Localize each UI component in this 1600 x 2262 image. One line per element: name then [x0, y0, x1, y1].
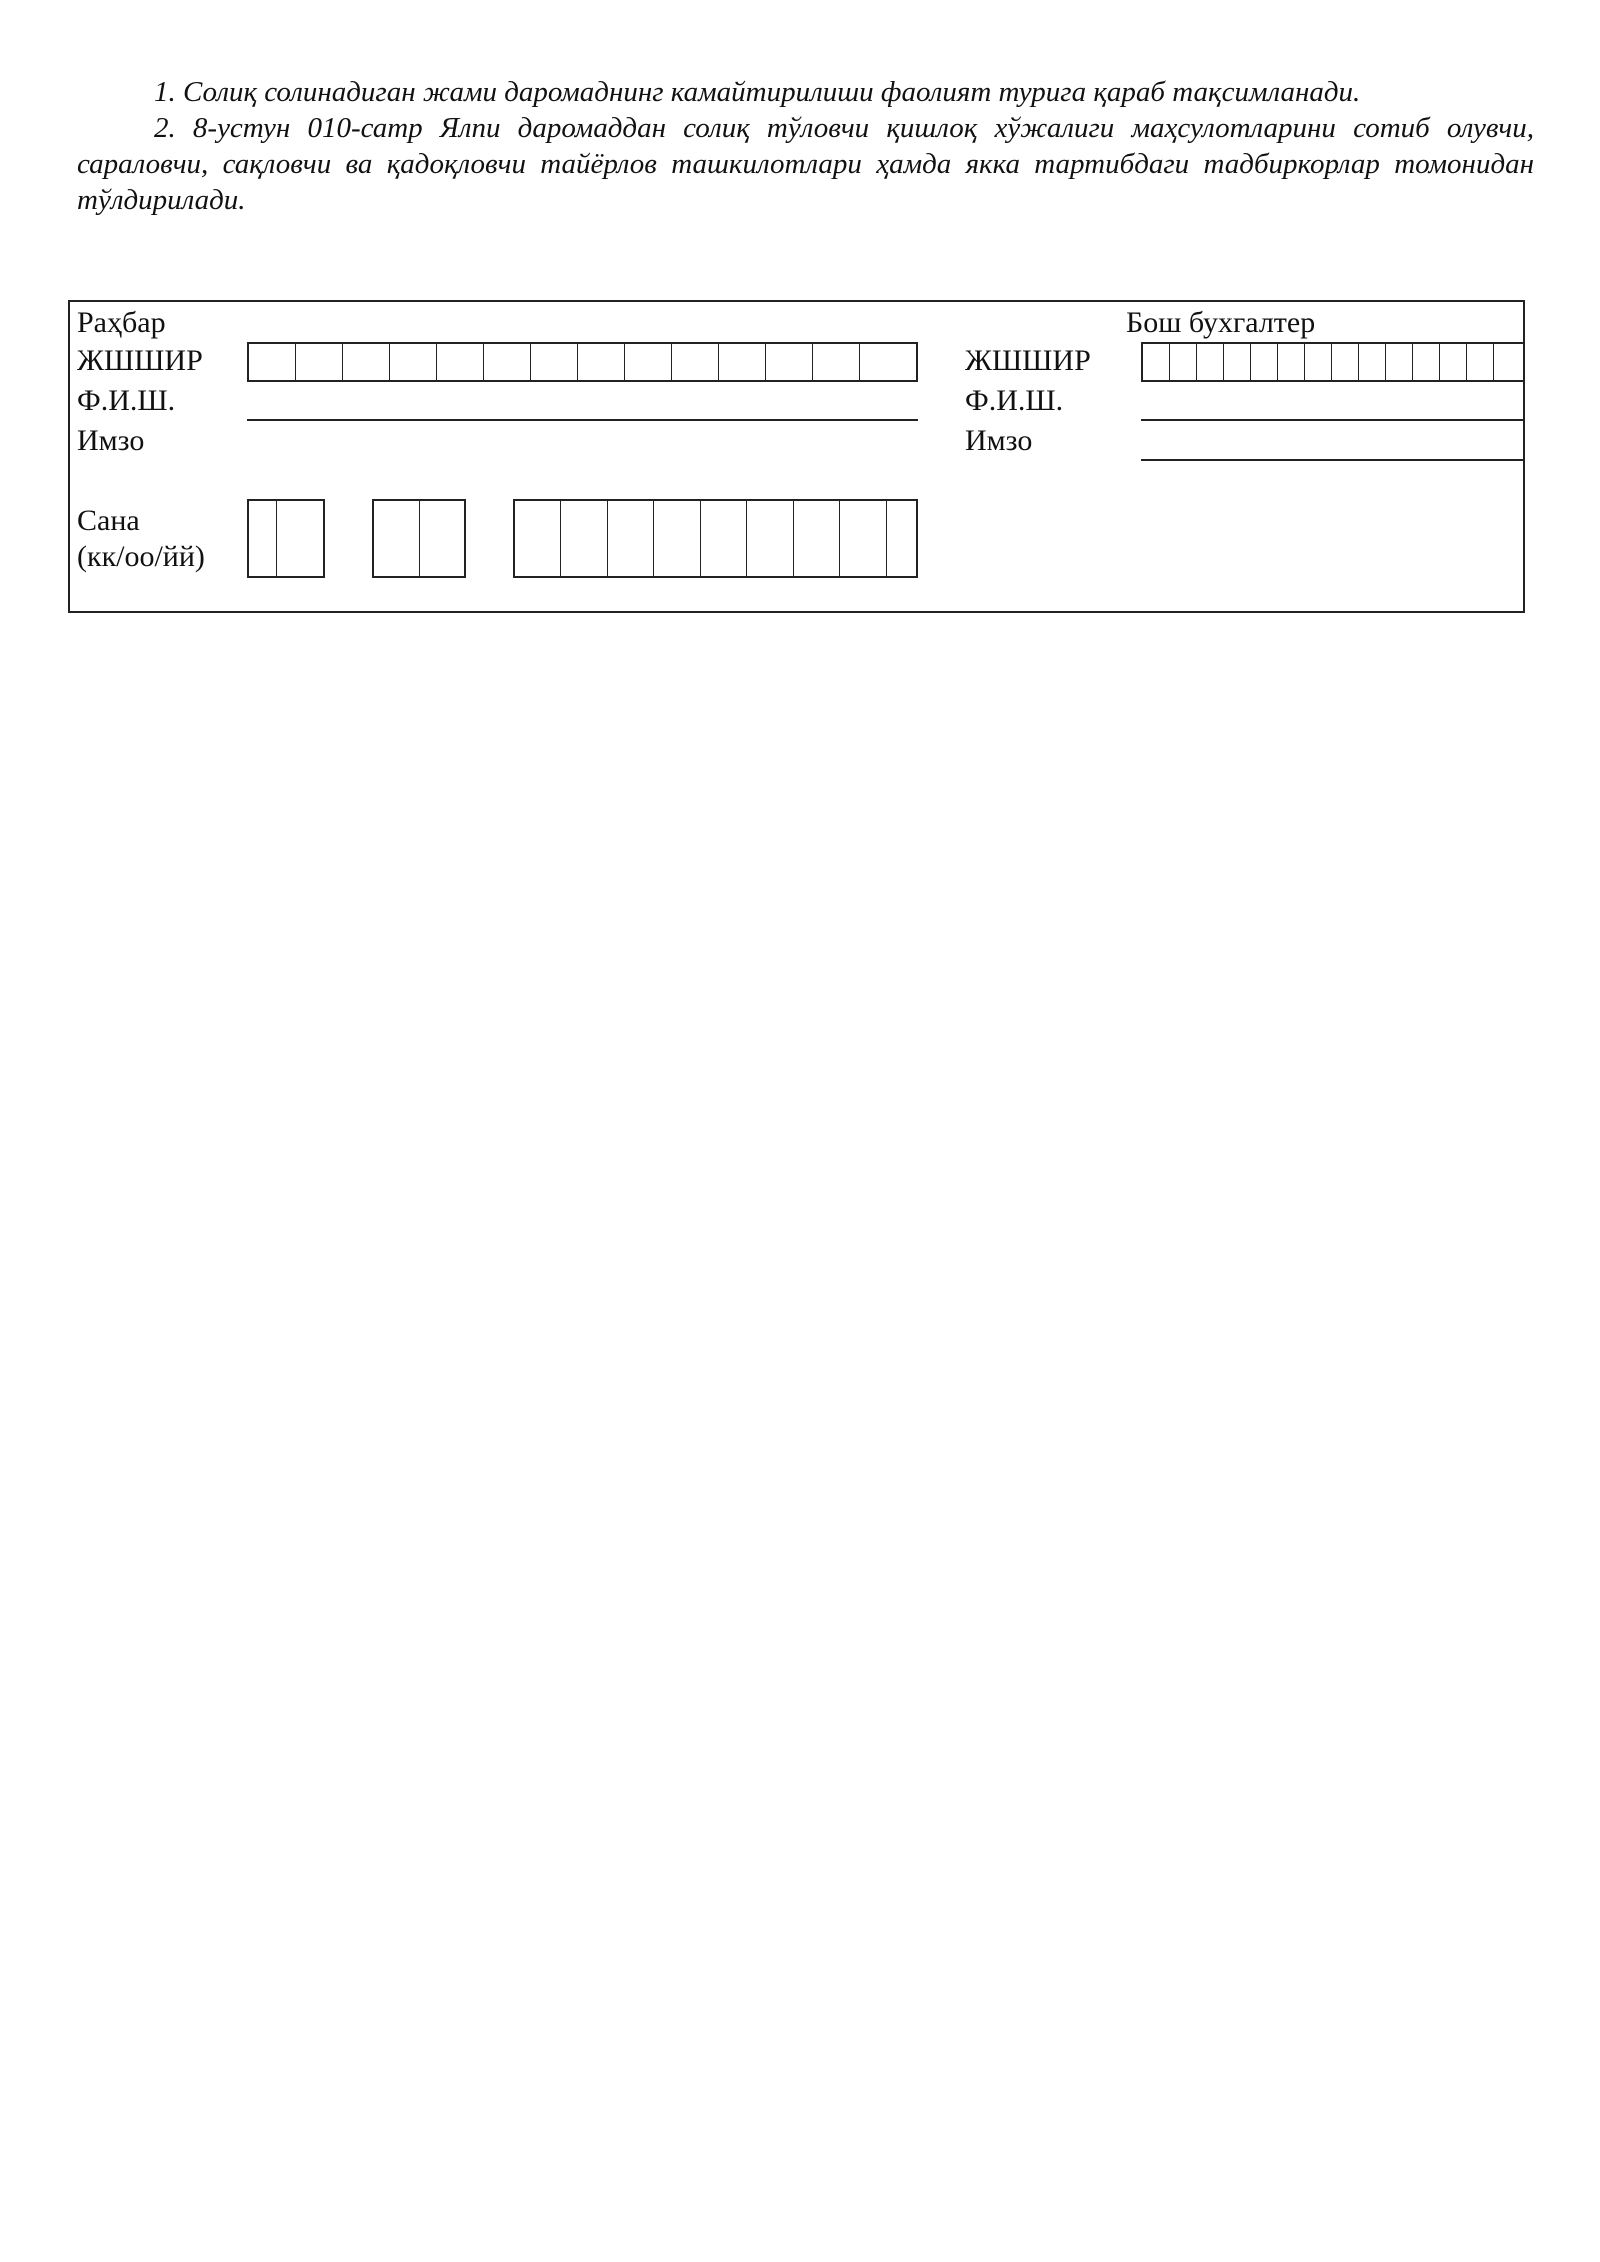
tin-digit-cell[interactable] — [1143, 344, 1170, 380]
director-signature-label: Имзо — [77, 424, 145, 457]
date-digit-cell[interactable] — [420, 501, 464, 576]
date-digit-cell[interactable] — [701, 501, 747, 576]
tin-digit-cell[interactable] — [531, 344, 578, 380]
date-digit-cell[interactable] — [840, 501, 887, 576]
director-name-label: Ф.И.Ш. — [77, 384, 176, 417]
director-tin-label: ЖШШИР — [77, 344, 203, 377]
accountant-signature-line[interactable] — [1141, 459, 1525, 461]
tin-digit-cell[interactable] — [1494, 344, 1523, 380]
tin-digit-cell[interactable] — [813, 344, 860, 380]
date-digit-cell[interactable] — [747, 501, 794, 576]
accountant-name-line[interactable] — [1141, 419, 1525, 421]
tin-digit-cell[interactable] — [1359, 344, 1386, 380]
tin-digit-cell[interactable] — [296, 344, 343, 380]
tin-digit-cell[interactable] — [249, 344, 296, 380]
tin-digit-cell[interactable] — [1224, 344, 1251, 380]
tin-digit-cell[interactable] — [625, 344, 672, 380]
tin-digit-cell[interactable] — [672, 344, 719, 380]
date-year-cells[interactable] — [513, 499, 918, 578]
date-digit-cell[interactable] — [277, 501, 323, 576]
tin-digit-cell[interactable] — [578, 344, 625, 380]
note-1: 1. Солиқ солинадиган жами даромаднинг камайтирилиши фаолият турига қараб тақсимланади. — [154, 76, 1361, 108]
director-tin-cells[interactable] — [247, 342, 918, 382]
tin-digit-cell[interactable] — [437, 344, 484, 380]
date-format-hint: (кк/оо/йй) — [77, 540, 205, 573]
tin-digit-cell[interactable] — [1332, 344, 1359, 380]
accountant-tin-label: ЖШШИР — [965, 344, 1091, 377]
accountant-signature-label: Имзо — [965, 424, 1033, 457]
tin-digit-cell[interactable] — [1386, 344, 1413, 380]
date-digit-cell[interactable] — [374, 501, 420, 576]
tin-digit-cell[interactable] — [1170, 344, 1197, 380]
date-digit-cell[interactable] — [794, 501, 840, 576]
date-digit-cell[interactable] — [515, 501, 561, 576]
date-day-cells[interactable] — [247, 499, 325, 578]
signature-block — [68, 300, 1525, 613]
date-label: Сана — [77, 504, 140, 537]
date-month-cells[interactable] — [372, 499, 466, 578]
notes-section — [77, 74, 1534, 218]
tin-digit-cell[interactable] — [1413, 344, 1440, 380]
director-title: Раҳбар — [77, 306, 166, 339]
date-digit-cell[interactable] — [249, 501, 277, 576]
tin-digit-cell[interactable] — [766, 344, 813, 380]
accountant-name-label: Ф.И.Ш. — [965, 384, 1064, 417]
tin-digit-cell[interactable] — [860, 344, 907, 380]
accountant-title: Бош бухгалтер — [1126, 306, 1316, 339]
tin-digit-cell[interactable] — [1467, 344, 1494, 380]
tin-digit-cell[interactable] — [1278, 344, 1305, 380]
tin-digit-cell[interactable] — [1305, 344, 1332, 380]
tin-digit-cell[interactable] — [1440, 344, 1467, 380]
tin-digit-cell[interactable] — [390, 344, 437, 380]
note-2: 2. 8-устун 010-сатр Ялпи даромаддан солиқ тўловчи қишлоқ хўжалиги маҳсулотларини сотиб олувчи, сараловчи, сақловчи ва қадоқловчи тайёрлов ташкилотлари ҳамда якка тартибдаги тадбиркорлар томонидан тўлдирилади. — [77, 112, 1534, 216]
accountant-tin-cells[interactable] — [1141, 342, 1525, 382]
tin-digit-cell[interactable] — [719, 344, 766, 380]
tin-digit-cell[interactable] — [1251, 344, 1278, 380]
date-digit-cell[interactable] — [887, 501, 916, 576]
tin-digit-cell[interactable] — [484, 344, 531, 380]
tin-digit-cell[interactable] — [1197, 344, 1224, 380]
date-digit-cell[interactable] — [654, 501, 701, 576]
tin-digit-cell[interactable] — [343, 344, 390, 380]
director-name-line[interactable] — [247, 419, 918, 421]
date-digit-cell[interactable] — [608, 501, 654, 576]
date-digit-cell[interactable] — [561, 501, 608, 576]
